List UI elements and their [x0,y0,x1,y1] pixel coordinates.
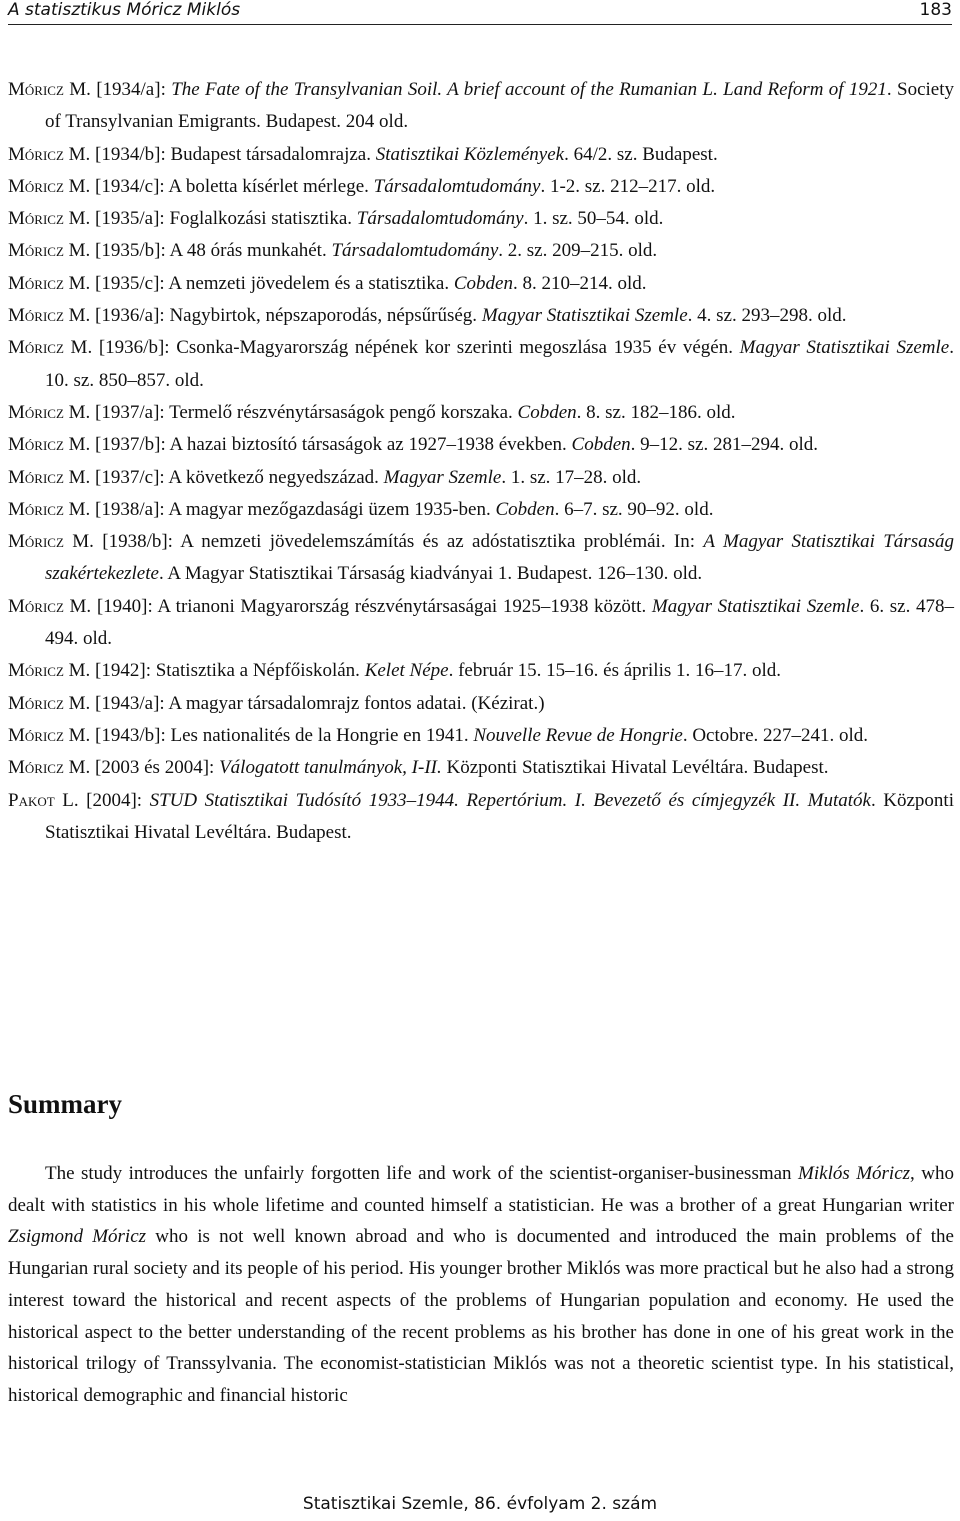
author-name: Móricz M. [8,305,91,327]
page-footer: Statisztikai Szemle, 86. évfolyam 2. szám [302,1494,658,1514]
text-run: [1940]: A trianoni Magyarország részvénytársaságai 1925–1938 között. [91,595,652,617]
reference-entry [8,752,954,784]
reference-entry [8,720,954,752]
italic-text: Zsigmond Móricz [8,1226,147,1248]
text-run: [1936/b]: Csonka-Magyarország népének kor szerinti megoszlása 1935 év végén. [92,337,740,359]
reference-entry [8,429,954,461]
italic-text: Cobden [495,498,555,520]
author-name: Móricz M. [8,498,91,520]
author-name: Pakot L. [8,789,79,811]
text-run: [1943/a]: A magyar társadalomrajz fontos adatai. (Kézirat.) [90,692,545,714]
italic-text: The Fate of the Transylvanian Soil. A brief account of the Rumanian L. Land Reform of 1921 [171,79,887,100]
text-run: [2003 és 2004]: [90,757,220,779]
reference-list [8,74,954,849]
reference-entry [8,139,954,171]
italic-text: Cobden [571,434,631,456]
author-name: Móricz M. [8,724,91,746]
author-name: Móricz M. [8,660,91,682]
author-name: Móricz M. [8,757,91,779]
text-run: . 1. sz. 50–54. old. [523,208,664,230]
text-run: [1935/a]: Foglalkozási statisztika. [90,208,357,230]
reference-entry [8,397,954,429]
summary-heading: Summary [8,1089,122,1119]
author-name: Móricz M. [8,466,91,488]
text-run: . 1-2. sz. 212–217. old. [540,175,716,197]
author-name: Móricz M. [8,175,91,197]
italic-text: Nouvelle Revue de Hongrie [473,724,683,746]
text-run: [1934/b]: Budapest társadalomrajza. [90,143,376,165]
italic-text: Statisztikai Közlemények [375,143,565,165]
italic-text: Magyar Statisztikai Szemle [739,337,950,359]
text-run: The study introduces the unfairly forgotten life and work of the scientist-organiser-businessman [45,1163,799,1184]
italic-text: STUD Statisztikai Tudósító 1933–1944. Repertórium. I. Bevezető és címjegyzék II. Mutatók [149,789,871,811]
text-run: [1935/c]: A nemzeti jövedelem és a statisztika. [90,272,454,294]
summary-paragraph [8,1158,954,1412]
italic-text: Magyar Szemle [383,466,502,488]
reference-entry [8,332,954,397]
text-run: [1934/a]: [90,79,172,100]
italic-text: Magyar Statisztikai Szemle [481,305,688,327]
text-run: . 6. sz. 478–494. old. [45,595,955,650]
italic-text: Társadalomtudomány [331,240,499,262]
text-run: . 8. 210–214. old. [512,272,647,294]
author-name: Móricz M. [8,531,94,553]
author-name: Móricz M. [8,208,91,230]
italic-text: Miklós Móricz [798,1163,911,1184]
text-run: [1937/a]: Termelő részvénytársaságok pengő korszaka. [90,401,518,423]
reference-entry [8,300,954,332]
author-name: Móricz M. [8,79,91,100]
text-run: , who dealt with statistics in his whole lifetime and counted himself a statistician. He was a brother of a great Hungarian writer [8,1163,954,1216]
page-number: 183 [919,0,952,20]
running-title: A statisztikus Móricz Miklós [8,0,241,20]
text-run: [1934/c]: A boletta kísérlet mérlege. [90,175,374,197]
text-run: . február 15. 15–16. és április 1. 16–17. old. [448,660,782,682]
text-run: . A Magyar Statisztikai Társaság kiadványai 1. Budapest. 126–130. old. [158,563,703,585]
reference-entry [8,74,954,139]
text-run: [1938/b]: A nemzeti jövedelemszámítás és az adóstatisztika problémái. In: [93,531,704,553]
author-name: Móricz M. [8,240,91,262]
text-run: . 8. sz. 182–186. old. [576,401,736,423]
text-run: . 9–12. sz. 281–294. old. [630,434,818,456]
text-run: [2004]: [78,789,150,811]
italic-text: Társadalomtudomány [356,208,524,230]
reference-entry [8,688,954,720]
text-run: who is not well known abroad and who is documented and introduced the main problems of the Hungarian rural society and its people of his period. His younger brother Miklós was more practical but he also had a strong interest toward the historical and recent aspects of the problems of Hungarian population and economy. He used the historical aspect to the better understanding of the recent problems as his brother has done in one of his great work in the historical trilogy of Transsylvania. The economist-statistician Miklós was not a theoretic scientist type. In his statistical, historical demographic and financial historic [8,1226,954,1406]
text-run: . Központi Statisztikai Hivatal Levéltára. Budapest. [45,789,954,843]
text-run: [1943/b]: Les nationalités de la Hongrie en 1941. [90,724,474,746]
reference-entry [8,462,954,494]
text-run: . Society of Transylvanian Emigrants. Budapest. 204 old. [45,79,954,133]
text-run: [1936/a]: Nagybirtok, népszaporodás, népsűrűség. [90,305,482,327]
reference-entry [8,655,954,687]
author-name: Móricz M. [8,595,92,617]
reference-entry [8,785,954,850]
text-run: . 6–7. sz. 90–92. old. [554,498,714,520]
reference-entry [8,526,954,591]
italic-text: Kelet Népe [364,660,449,682]
text-run: [1935/b]: A 48 órás munkahét. [90,240,332,262]
text-run: . 2. sz. 209–215. old. [498,240,658,262]
text-run: [1942]: Statisztika a Népfőiskolán. [90,660,365,682]
text-run: [1937/b]: A hazai biztosító társaságok az 1927–1938 években. [90,434,572,456]
text-run: [1938/a]: A magyar mezőgazdasági üzem 1935-ben. [90,498,496,520]
text-run: . 1. sz. 17–28. old. [501,466,642,488]
reference-entry [8,203,954,235]
italic-text: Magyar Statisztikai Szemle [651,595,860,617]
reference-entry [8,171,954,203]
text-run: . 4. sz. 293–298. old. [687,305,847,327]
text-run: . 64/2. sz. Budapest. [564,143,718,165]
reference-entry [8,235,954,267]
author-name: Móricz M. [8,337,93,359]
author-name: Móricz M. [8,692,91,714]
text-run: Központi Statisztikai Hivatal Levéltára. Budapest. [441,757,829,779]
italic-text: Cobden [517,401,577,423]
author-name: Móricz M. [8,272,91,294]
reference-entry [8,268,954,300]
reference-entry [8,591,954,656]
italic-text: Társadalomtudomány [373,175,541,197]
text-run: . 10. sz. 850–857. old. [45,337,954,391]
italic-text: A Magyar Statisztikai Társaság szakértekezlete [45,531,954,585]
author-name: Móricz M. [8,434,91,456]
italic-text: Cobden [453,272,513,294]
reference-entry [8,494,954,526]
author-name: Móricz M. [8,143,91,165]
italic-text: Válogatott tanulmányok, I-II. [219,757,442,779]
text-run: [1937/c]: A következő negyedszázad. [90,466,384,488]
running-head [8,0,952,25]
text-run: . Octobre. 227–241. old. [682,724,869,746]
author-name: Móricz M. [8,401,91,423]
